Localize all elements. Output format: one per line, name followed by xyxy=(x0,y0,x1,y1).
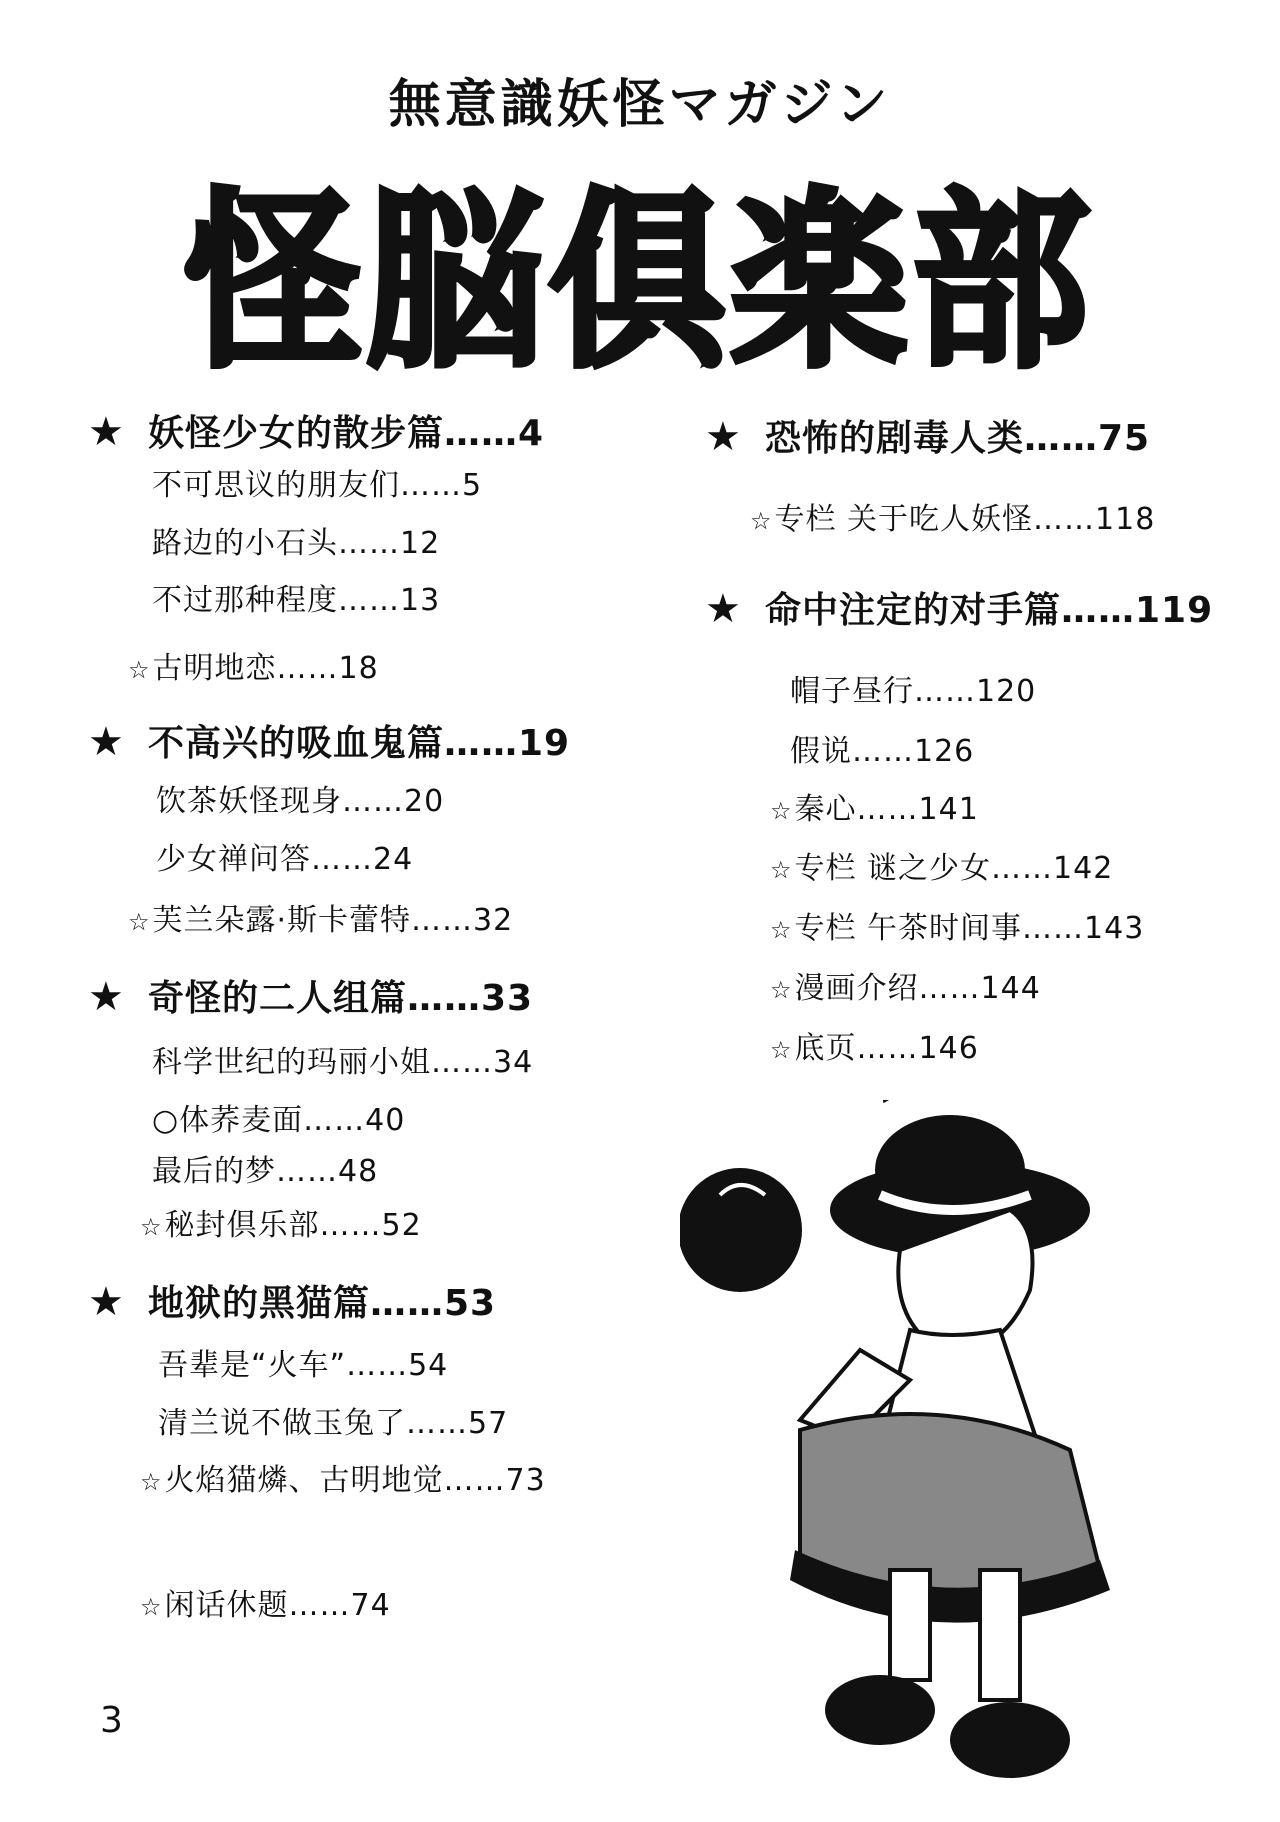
toc-item-entry xyxy=(152,1146,378,1190)
toc-item-entry xyxy=(152,1037,533,1081)
toc-section-entry xyxy=(705,410,1150,461)
book-title: 怪脳倶楽部 xyxy=(184,172,1095,394)
white-star-icon: ☆ xyxy=(770,856,793,884)
toc-section-entry xyxy=(88,715,570,766)
toc-entry-label: 底页……146 xyxy=(794,1031,979,1066)
toc-item-entry xyxy=(152,575,440,619)
white-star-icon: ☆ xyxy=(128,656,151,684)
toc-section-entry xyxy=(88,1275,496,1326)
toc-entry-label: 最后的梦……48 xyxy=(152,1154,379,1189)
black-star-icon: ★ xyxy=(88,719,125,765)
toc-section-entry xyxy=(88,970,533,1021)
white-star-icon: ☆ xyxy=(750,507,773,535)
black-star-icon: ★ xyxy=(705,586,742,632)
toc-entry-label: 不高兴的吸血鬼篇……19 xyxy=(148,723,571,764)
toc-entry-label: 秦心……141 xyxy=(794,792,979,827)
toc-entry-label: 吾辈是“火车”……54 xyxy=(158,1348,449,1383)
toc-entry-label: 漫画介绍……144 xyxy=(794,971,1041,1006)
toc-entry-label: 帽子昼行……120 xyxy=(790,674,1037,709)
toc-entry-label: 少女禅问答……24 xyxy=(156,842,414,877)
toc-item-entry xyxy=(152,518,440,562)
toc-entry-label: 古明地恋……18 xyxy=(152,651,379,686)
toc-sub-entry xyxy=(770,843,1113,887)
toc-sub-entry xyxy=(770,903,1144,947)
toc-item-entry xyxy=(152,460,482,504)
toc-entry-label: 清兰说不做玉兔了……57 xyxy=(158,1406,509,1441)
toc-entry-label: 妖怪少女的散步篇……4 xyxy=(148,413,545,454)
koishi-walking-illustration-icon xyxy=(680,1100,1180,1800)
page-number: 3 xyxy=(100,1700,123,1741)
toc-item-entry xyxy=(156,776,444,820)
white-star-icon: ☆ xyxy=(128,908,151,936)
toc-entry-label: 专栏 关于吃人妖怪……118 xyxy=(774,502,1156,537)
toc-sub-entry xyxy=(750,494,1155,538)
toc-section-entry xyxy=(705,582,1213,633)
toc-sub-entry xyxy=(128,643,379,687)
toc-sub-entry xyxy=(128,895,513,939)
black-star-icon: ★ xyxy=(88,1279,125,1325)
toc-entry-label: 不过那种程度……13 xyxy=(152,583,441,618)
toc-entry-label: 饮茶妖怪现身……20 xyxy=(156,784,445,819)
white-star-icon: ☆ xyxy=(770,916,793,944)
black-star-icon: ★ xyxy=(88,409,125,455)
toc-entry-label: 假说……126 xyxy=(790,734,975,769)
toc-sub-entry xyxy=(770,1023,979,1067)
white-star-icon: ☆ xyxy=(140,1593,163,1621)
white-star-icon: ☆ xyxy=(770,797,793,825)
toc-entry-label: 奇怪的二人组篇……33 xyxy=(148,978,534,1019)
toc-sub-entry xyxy=(770,963,1041,1007)
white-star-icon: ☆ xyxy=(770,1036,793,1064)
toc-entry-label: 命中注定的对手篇……119 xyxy=(765,590,1214,631)
toc-item-entry xyxy=(790,666,1036,710)
toc-item-entry xyxy=(156,834,413,878)
toc-sub-entry xyxy=(140,1580,391,1624)
toc-entry-label: 秘封倶乐部……52 xyxy=(164,1208,422,1243)
toc-entry-label: 闲话休题……74 xyxy=(164,1588,391,1623)
toc-entry-label: ○体荞麦面……40 xyxy=(152,1103,406,1138)
black-star-icon: ★ xyxy=(88,974,125,1020)
toc-entry-label: 科学世纪的玛丽小姐……34 xyxy=(152,1045,534,1080)
toc-entry-label: 专栏 谜之少女……142 xyxy=(794,851,1114,886)
toc-item-entry xyxy=(158,1340,448,1384)
toc-item-entry xyxy=(158,1398,508,1442)
toc-sub-entry xyxy=(140,1455,546,1499)
toc-item-entry xyxy=(152,1095,405,1139)
toc-entry-label: 芙兰朵露·斯卡蕾特……32 xyxy=(152,903,514,938)
toc-entry-label: 火焰猫燐、古明地觉……73 xyxy=(164,1463,546,1498)
toc-entry-label: 恐怖的剧毒人类……75 xyxy=(765,418,1151,459)
toc-entry-label: 不可思议的朋友们……5 xyxy=(152,468,483,503)
magazine-subtitle: 無意識妖怪マガジン xyxy=(388,75,892,135)
white-star-icon: ☆ xyxy=(140,1468,163,1496)
toc-entry-label: 路边的小石头……12 xyxy=(152,526,441,561)
toc-section-entry xyxy=(88,405,544,456)
toc-sub-entry xyxy=(140,1200,422,1244)
toc-sub-entry xyxy=(770,784,979,828)
white-star-icon: ☆ xyxy=(770,976,793,1004)
black-star-icon: ★ xyxy=(705,414,742,460)
toc-item-entry xyxy=(790,726,974,770)
toc-entry-label: 地狱的黑猫篇……53 xyxy=(148,1283,497,1324)
toc-entry-label: 专栏 午茶时间事……143 xyxy=(794,911,1145,946)
white-star-icon: ☆ xyxy=(140,1213,163,1241)
